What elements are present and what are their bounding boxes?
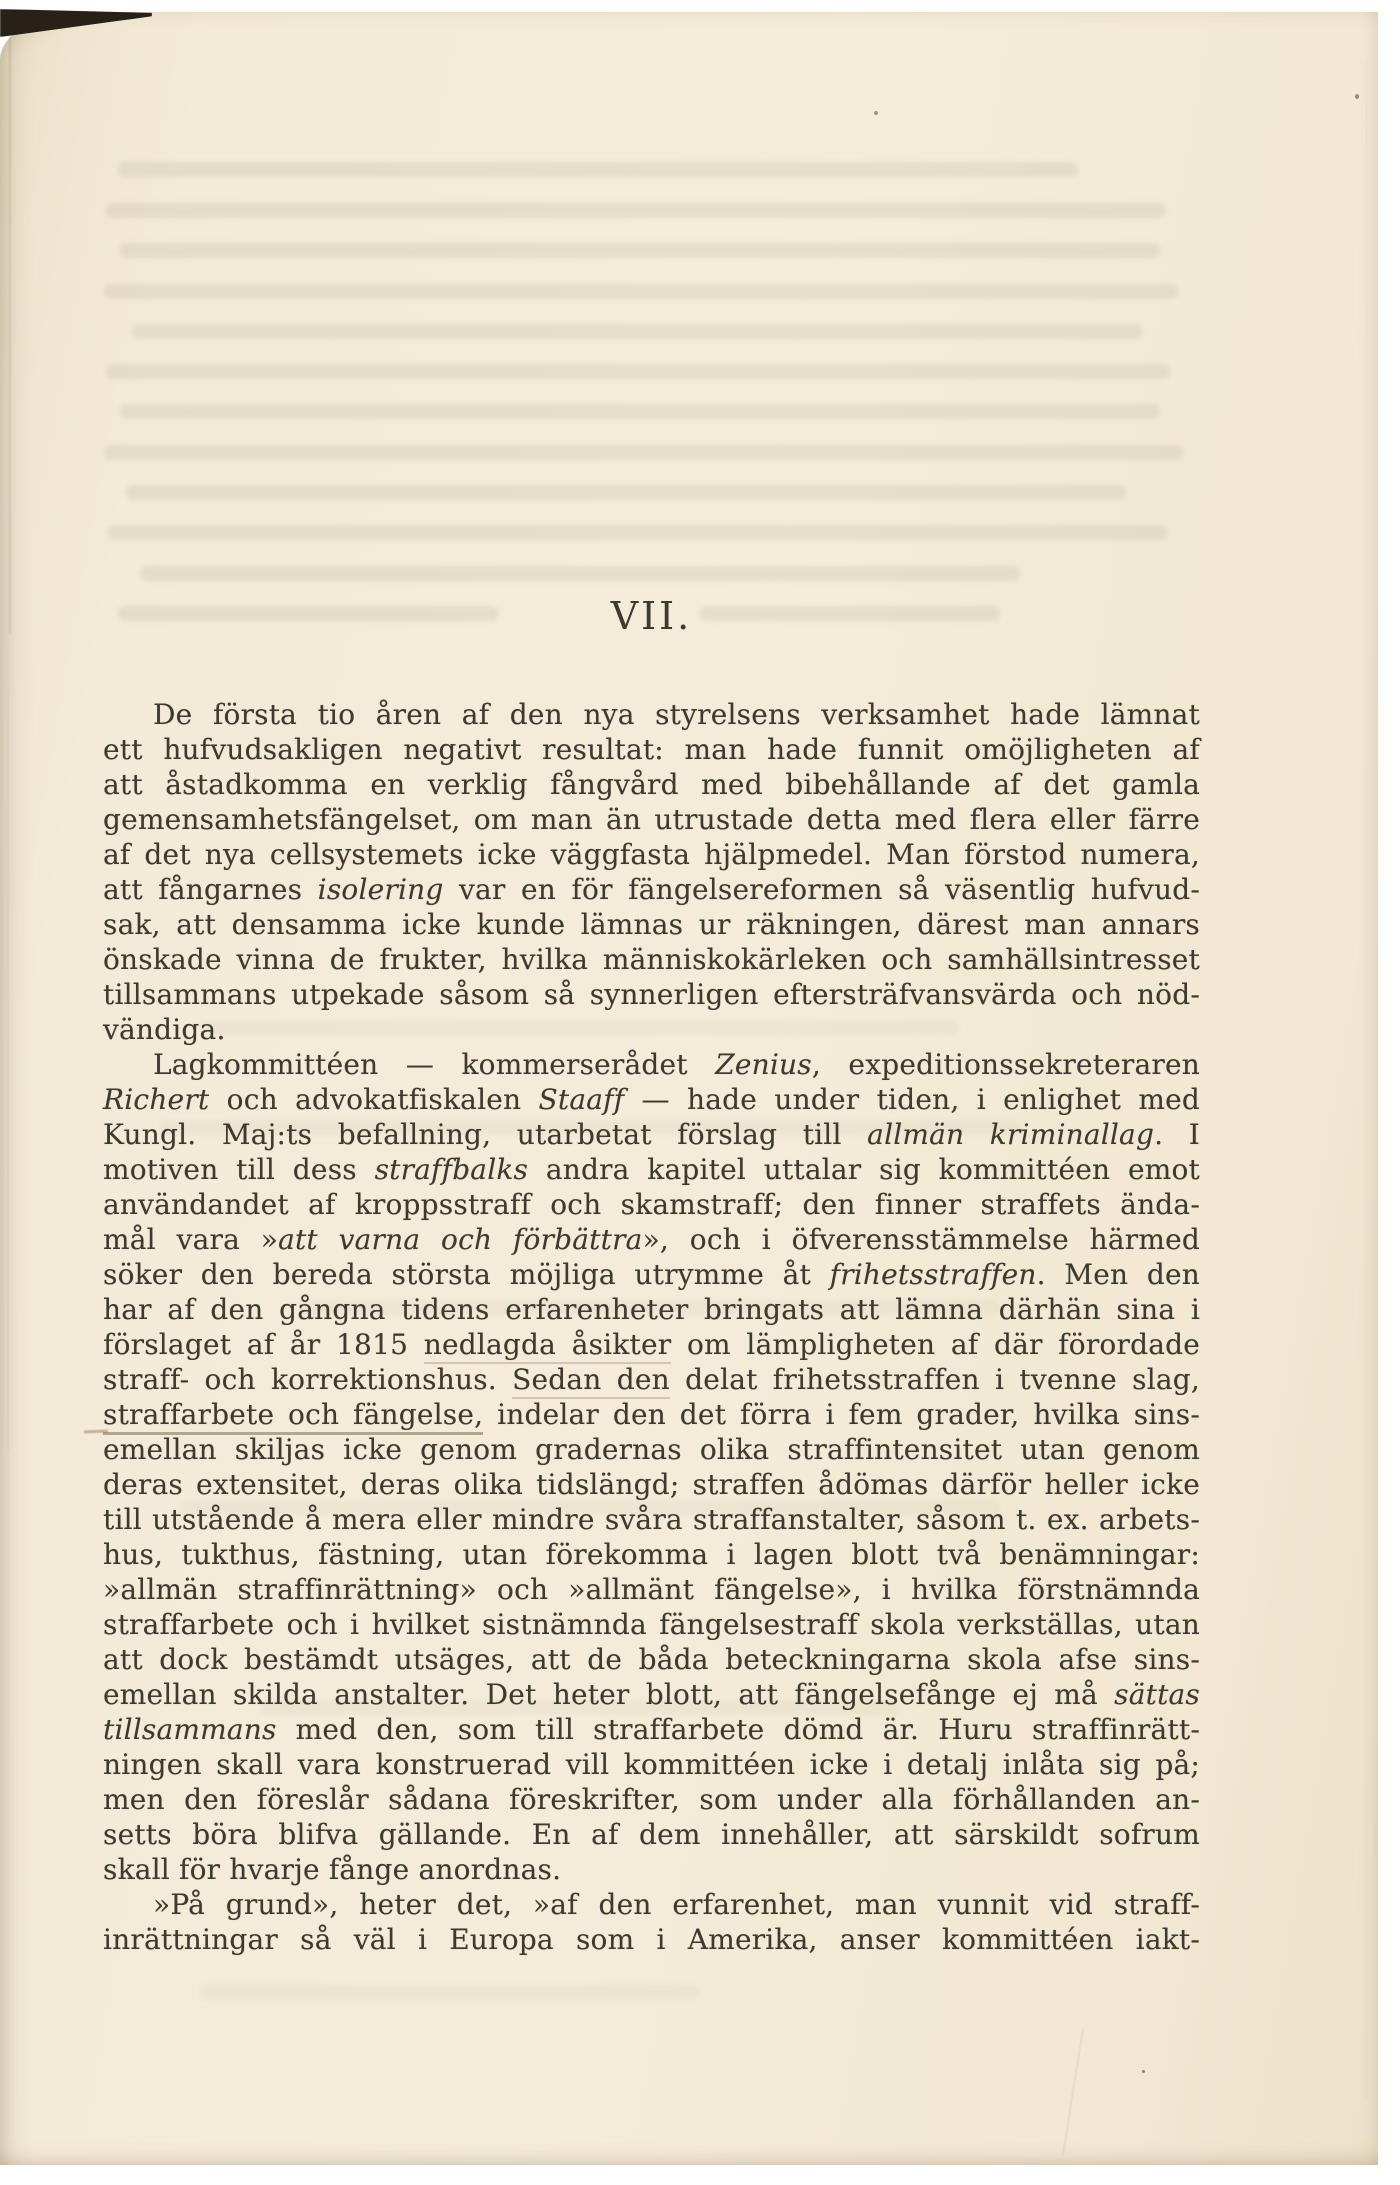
page-crease — [1366, 60, 1367, 2100]
text-line — [103, 907, 1200, 942]
text-segment: andra kapitel uttalar sig kommittéen emot — [528, 1153, 1200, 1186]
text-line — [103, 1117, 1200, 1152]
bleed-through-line — [120, 404, 1160, 419]
text-segment: »På grund», heter det, »af den erfarenhet, man vunnit vid straff- — [153, 1888, 1200, 1921]
ink-speck — [1142, 2070, 1145, 2073]
text-segment: inrättningar så väl i Europa som i Amerika, anser kommittéen iakt- — [103, 1923, 1200, 1956]
text-line — [103, 697, 1200, 732]
text-segment: straff- och korrektionshus. — [103, 1363, 513, 1396]
text-segment: önskade vinna de frukter, hvilka människokärleken och samhällsintresset — [103, 943, 1200, 976]
text-segment: deras extensitet, deras olika tidslängd; straffen ådömas därför heller icke — [103, 1468, 1200, 1501]
text-line — [103, 1712, 1200, 1747]
italic-segment: att varna och förbättra — [278, 1223, 643, 1256]
bleed-through-line — [104, 284, 1179, 299]
page-crease — [7, 690, 9, 1450]
text-segment: var en för fängelsereformen så väsentlig hufvud- — [443, 873, 1200, 906]
text-segment: att åstadkomma en verklig fångvård med bibehållande af det gamla — [103, 768, 1200, 801]
text-segment: setts böra blifva gällande. En af dem innehåller, att särskildt sofrum — [103, 1818, 1200, 1851]
text-segment: motiven till dess — [103, 1153, 375, 1186]
text-line — [103, 977, 1200, 1012]
text-segment: skall för hvarje fånge anordnas. — [103, 1853, 562, 1886]
text-line — [103, 1152, 1200, 1187]
text-segment: »allmän straffinrättning» och »allmänt fängelse», i hvilka förstnämnda — [103, 1573, 1200, 1606]
text-line — [103, 942, 1200, 977]
text-segment: att dock bestämdt utsäges, att de båda beteckningarna skola afse sins- — [103, 1643, 1200, 1676]
text-segment: ett hufvudsakligen negativt resultat: man hade funnit omöjligheten af — [103, 733, 1200, 766]
text-segment: tillsammans utpekade såsom så synnerligen eftersträfvansvärda och nöd- — [103, 978, 1200, 1011]
text-segment: af det nya cellsystemets icke väggfasta hjälpmedel. Man förstod numera, — [103, 838, 1200, 871]
ink-speck — [874, 111, 878, 115]
text-line — [103, 802, 1200, 837]
bleed-through-line — [108, 525, 1168, 540]
italic-segment: isolering — [317, 873, 444, 906]
bleed-through-line — [104, 445, 1184, 460]
text-segment: mål vara » — [103, 1223, 279, 1256]
text-line — [103, 1467, 1200, 1502]
text-line — [103, 1502, 1200, 1537]
italic-segment: sättas — [1114, 1678, 1200, 1711]
text-line — [103, 1887, 1200, 1922]
text-segment: om lämpligheten af där förordade — [671, 1328, 1200, 1361]
text-segment: vändiga. — [103, 1013, 226, 1046]
bleed-through-line — [106, 203, 1166, 218]
text-line — [103, 1257, 1200, 1292]
bleed-through-line — [140, 566, 1020, 581]
text-line — [103, 1782, 1200, 1817]
text-line — [103, 1607, 1200, 1642]
italic-segment: tillsammans — [103, 1713, 277, 1746]
italic-segment: Zenius — [715, 1048, 812, 1081]
text-line — [103, 1817, 1200, 1852]
text-segment: — hade under tiden, i enlighet med — [624, 1083, 1200, 1116]
text-segment: emellan skiljas icke genom gradernas olika straffintensitet utan genom — [103, 1433, 1200, 1466]
paragraph — [103, 697, 1200, 1047]
text-segment: har af den gångna tidens erfarenheter bringats att lämna därhän sina i — [103, 1293, 1200, 1326]
italic-segment: Richert — [103, 1083, 210, 1116]
text-line — [103, 1642, 1200, 1677]
bleed-through-line — [126, 485, 1126, 500]
text-line — [103, 1012, 1200, 1047]
pencil-underlined-segment: nedlagda åsikter — [424, 1328, 672, 1364]
text-segment: », och i öfverensstämmelse härmed — [642, 1223, 1200, 1256]
paragraph — [103, 1047, 1200, 1887]
text-segment: straffarbete och i hvilket sistnämnda fängelsestraff skola verkställas, utan — [103, 1608, 1200, 1641]
text-segment: De första tio åren af den nya styrelsens verksamhet hade lämnat — [153, 698, 1200, 731]
text-line — [103, 1292, 1200, 1327]
bleed-through-line — [106, 364, 1171, 379]
text-line — [103, 1432, 1200, 1467]
text-segment: . Men den — [1036, 1258, 1200, 1291]
page-crease — [9, 34, 11, 634]
text-segment: användandet af kroppsstraff och skamstraff; den finner straffets ända- — [103, 1188, 1200, 1221]
text-line — [103, 837, 1200, 872]
text-segment: söker den bereda största möjliga utrymme åt — [103, 1258, 830, 1291]
text-line — [103, 1922, 1200, 1957]
pencil-underlined-segment: Sedan den — [512, 1363, 670, 1399]
text-line — [103, 1222, 1200, 1257]
italic-segment: allmän kriminallag — [867, 1118, 1155, 1151]
text-line — [103, 1187, 1200, 1222]
paragraph — [103, 1887, 1200, 1957]
text-segment: delat frihetsstraffen i tvenne slag, — [669, 1363, 1200, 1396]
bleed-through-line — [200, 1985, 700, 2000]
text-segment: och advokatfiskalen — [209, 1083, 539, 1116]
ink-speck — [1355, 94, 1359, 99]
text-segment: gemensamhetsfängelset, om man än utrustade detta med flera eller färre — [103, 803, 1200, 836]
text-line — [103, 1047, 1200, 1082]
text-segment: Lagkommittéen — kommerserådet — [153, 1048, 716, 1081]
text-segment: hus, tukthus, fästning, utan förekomma i lagen blott två benämningar: — [103, 1538, 1200, 1571]
bleed-through-line — [132, 324, 1142, 339]
text-line — [103, 1677, 1200, 1712]
text-segment: sak, att densamma icke kunde lämnas ur räkningen, därest man annars — [103, 908, 1200, 941]
text-block — [103, 697, 1200, 1957]
text-line — [103, 1852, 1200, 1887]
text-line — [103, 1572, 1200, 1607]
text-segment: . I — [1154, 1118, 1200, 1151]
text-segment: , expeditionssekreteraren — [811, 1048, 1200, 1081]
bleed-through-line — [118, 162, 1078, 177]
pencil-underlined-segment: straffarbete och fängelse, — [103, 1398, 483, 1435]
text-segment: emellan skilda anstalter. Det heter blott, att fängelsefånge ej må — [103, 1678, 1115, 1711]
text-line — [103, 732, 1200, 767]
text-segment: till utstående å mera eller mindre svåra straffanstalter, såsom t. ex. arbets- — [103, 1503, 1200, 1536]
text-line — [103, 1327, 1200, 1362]
italic-segment: Staaff — [538, 1083, 625, 1116]
text-segment: indelar den det förra i fem grader, hvilka sins- — [483, 1398, 1200, 1431]
text-line — [103, 1537, 1200, 1572]
text-line — [103, 767, 1200, 802]
italic-segment: straffbalks — [374, 1153, 529, 1186]
italic-segment: frihetsstraffen — [829, 1258, 1037, 1291]
text-segment: förslaget af år 1815 — [103, 1328, 424, 1361]
text-segment: ningen skall vara konstruerad vill kommittéen icke i detalj inlåta sig på; — [103, 1748, 1200, 1781]
bleed-through-line — [120, 243, 1160, 258]
text-line — [103, 1362, 1200, 1397]
text-segment: med den, som till straffarbete dömd är. Huru straffinrätt- — [276, 1713, 1200, 1746]
text-line — [103, 1747, 1200, 1782]
text-segment: men den föreslår sådana föreskrifter, som under alla förhållanden an- — [103, 1783, 1200, 1816]
text-segment: Kungl. Maj:ts befallning, utarbetat förslag till — [103, 1118, 868, 1151]
text-line — [103, 872, 1200, 907]
text-segment: att fångarnes — [103, 873, 318, 906]
text-line — [103, 1397, 1200, 1432]
chapter-heading: VII. — [610, 594, 693, 638]
text-line — [103, 1082, 1200, 1117]
